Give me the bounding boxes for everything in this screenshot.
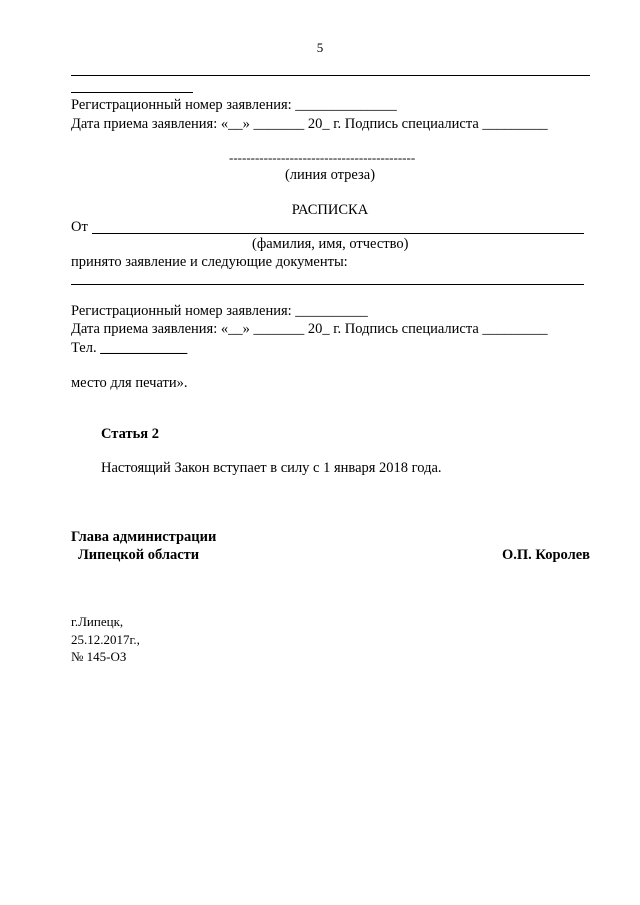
documents-blank-line bbox=[71, 284, 584, 285]
footer-city: г.Липецк, bbox=[71, 614, 124, 629]
stamp-place-text: место для печати». bbox=[71, 375, 188, 391]
from-label: От bbox=[71, 219, 88, 235]
short-blank-line bbox=[71, 92, 193, 93]
phone-label: Тел. bbox=[71, 340, 97, 356]
accepted-documents-text: принято заявление и следующие документы: bbox=[71, 254, 348, 270]
top-reg-number-line: Регистрационный номер заявления: ______________ bbox=[71, 97, 397, 113]
top-date-line: Дата приема заявления: «__» _______ 20_ г. Подпись специалиста _________ bbox=[71, 116, 548, 132]
phone-blank: ____________ bbox=[100, 340, 188, 356]
signature-position-line1: Глава администрации bbox=[71, 529, 217, 545]
signatory-name: О.П. Королев bbox=[502, 547, 590, 563]
signature-position-line2: Липецкой области bbox=[78, 547, 200, 563]
footer-date: 25.12.2017г., bbox=[71, 632, 140, 647]
phone-line bbox=[71, 341, 187, 356]
receipt-title: РАСПИСКА bbox=[291, 202, 369, 218]
page-number: 5 bbox=[316, 40, 324, 55]
receipt-reg-number-line: Регистрационный номер заявления: __________ bbox=[71, 303, 368, 319]
article-text: Настоящий Закон вступает в силу с 1 января 2018 года. bbox=[101, 460, 442, 476]
article-heading: Статья 2 bbox=[101, 426, 159, 442]
footer-law-number: № 145-ОЗ bbox=[71, 649, 127, 664]
cut-dashes: ------------------------------------------- bbox=[229, 150, 416, 165]
receipt-date-line: Дата приема заявления: «__» _______ 20_ г. Подпись специалиста _________ bbox=[71, 321, 548, 337]
top-divider-line bbox=[71, 75, 590, 76]
name-caption: (фамилия, имя, отчество) bbox=[252, 236, 409, 252]
cut-line-label: (линия отреза) bbox=[284, 167, 376, 183]
from-blank-line bbox=[92, 233, 584, 234]
